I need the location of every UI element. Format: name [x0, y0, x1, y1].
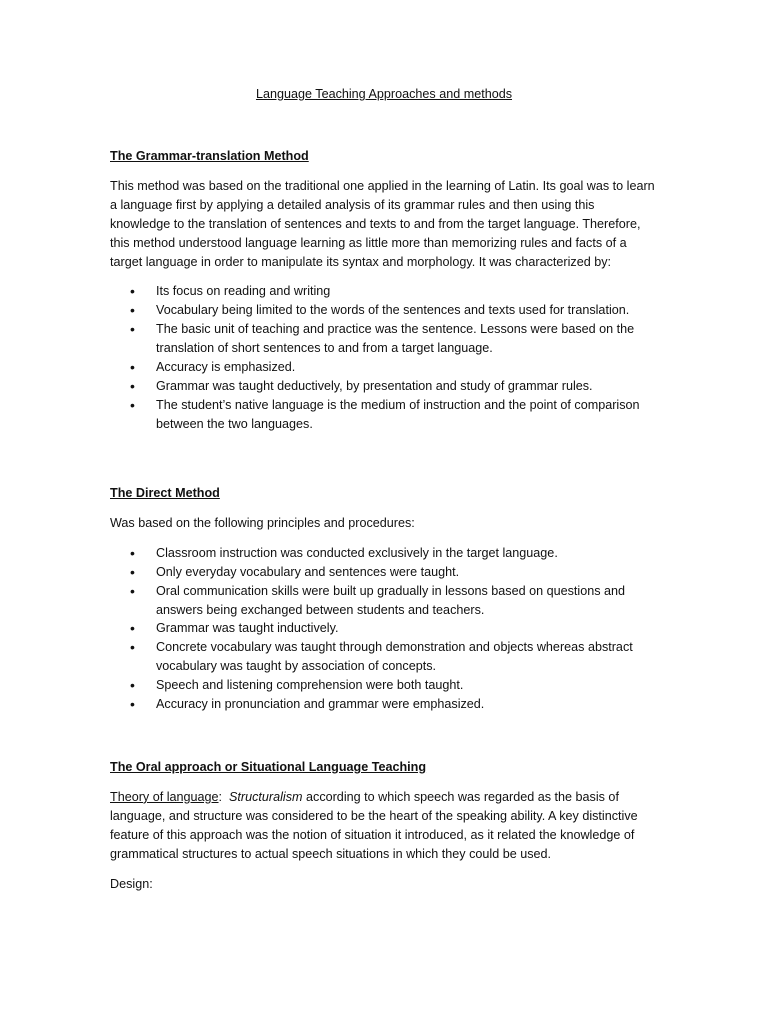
list-item: • The student’s native language is the medium of instruction and the point of comparison between the two languages.: [130, 396, 640, 431]
section-intro: Was based on the following principles and procedures:: [110, 515, 415, 530]
bullet-icon: •: [130, 321, 135, 338]
bullet-list: [110, 544, 658, 714]
section-intro: This method was based on the traditional one applied in the learning of Latin. Its goal was to learn a language first by applying a detailed analysis of its grammar rules and then using this knowledge to the translation of sentences and texts to and from the target language. Therefore, this method understood language learning as little more than memorizing rules and facts of a target language in order to manipulate its syntax and morphology. It was characterized by:: [110, 178, 655, 269]
list-item: • Classroom instruction was conducted exclusively in the target language.: [130, 544, 558, 561]
theory-term: Structuralism: [229, 789, 303, 804]
section-direct-method: [110, 484, 658, 714]
theory-paragraph: Theory of language: Structuralism according to which speech was regarded as the basis of language, and structure was considered to be the heart of the speaking ability. A key distinctive feature of this approach was the notion of situation it introduced, as it related the knowledge of grammatical structures to actual speech situations in which they could be used.: [110, 789, 638, 861]
section-grammar-translation: [110, 147, 658, 434]
section-heading: The Grammar-translation Method: [110, 149, 309, 163]
bullet-list: [110, 282, 658, 433]
bullet-icon: •: [130, 544, 135, 561]
design-label: Design:: [110, 876, 153, 891]
bullet-icon: •: [130, 639, 135, 656]
list-item: • Grammar was taught deductively, by presentation and study of grammar rules.: [130, 377, 593, 394]
list-item: • Oral communication skills were built up gradually in lessons based on questions and answers being exchanged between students and teachers.: [130, 582, 626, 617]
bullet-icon: •: [130, 677, 135, 694]
list-item: • Accuracy in pronunciation and grammar were emphasized.: [130, 696, 485, 713]
bullet-icon: •: [130, 359, 135, 376]
list-item: • Vocabulary being limited to the words of the sentences and texts used for translation.: [130, 302, 630, 319]
section-heading: The Direct Method: [110, 486, 220, 500]
bullet-icon: •: [130, 283, 135, 300]
bullet-icon: •: [130, 377, 135, 394]
list-item: • Its focus on reading and writing: [130, 283, 331, 300]
list-item: • Concrete vocabulary was taught through demonstration and objects whereas abstract vocabulary was taught by association of concepts.: [130, 639, 633, 674]
bullet-icon: •: [130, 396, 135, 413]
section-heading: The Oral approach or Situational Language Teaching: [110, 760, 427, 774]
bullet-icon: •: [130, 563, 135, 580]
document-title: Language Teaching Approaches and methods: [255, 87, 513, 101]
bullet-icon: •: [130, 696, 135, 713]
list-item: • Grammar was taught inductively.: [130, 620, 339, 637]
bullet-icon: •: [130, 302, 135, 319]
bullet-icon: •: [130, 582, 135, 599]
list-item: • Only everyday vocabulary and sentences were taught.: [130, 563, 460, 580]
theory-label: Theory of language: [110, 789, 219, 804]
list-item: • Accuracy is emphasized.: [130, 359, 296, 376]
bullet-icon: •: [130, 620, 135, 637]
list-item: • Speech and listening comprehension were both taught.: [130, 677, 464, 694]
list-item: • The basic unit of teaching and practice was the sentence. Lessons were based on the translation of short sentences to and from a target language.: [130, 321, 635, 356]
section-oral-approach: [110, 758, 658, 893]
